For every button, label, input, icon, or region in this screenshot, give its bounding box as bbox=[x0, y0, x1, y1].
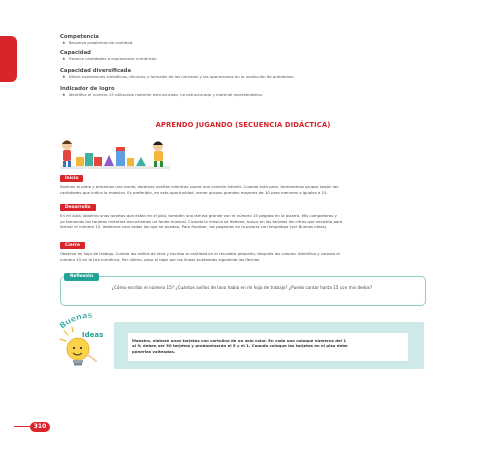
capacidad-text: ★ Traduce cantidades a expresiones numéricas. bbox=[62, 56, 158, 61]
buenas-ideas-text: Maestra, elabore unas tarjetas con cartulina de un solo color. En cada una coloque números del 1 al 9; deben ser 50 tarjetas y predominarán el 5 y el 1. Cuando coloque las tarjetas en el piso debe ponerlas volteadas. bbox=[132, 338, 348, 354]
competencia-title: Competencia bbox=[60, 34, 99, 40]
indicador-block bbox=[60, 86, 440, 97]
inicio-tag: Inicio bbox=[60, 175, 83, 182]
page-number: 310 bbox=[30, 422, 50, 432]
reflexion-box bbox=[60, 276, 426, 306]
reflexion-tag: Reflexión bbox=[64, 273, 99, 281]
star-bullet-icon: ★ bbox=[62, 74, 66, 79]
desarrollo-tag: Desarrollo bbox=[60, 204, 96, 211]
capacidad-diversificada-text: ★ Utiliza expresiones simbólicas, técnicas y formales de los números y las operaciones en la resolución de problemas. bbox=[62, 74, 295, 79]
capacidad-block bbox=[60, 50, 440, 61]
capacidad-diversificada-title: Capacidad diversificada bbox=[60, 68, 132, 74]
capacidad-diversificada-block bbox=[60, 68, 440, 79]
indicador-text: ★ Identifica el número 15 utilizando material estructurado, no estructurado y material representativo. bbox=[62, 92, 264, 97]
kids-playing-blocks-illustration bbox=[60, 135, 170, 171]
svg-text:Buenas bbox=[58, 311, 93, 331]
reflexion-question: ¿Cómo escribo el número 15? ¿Cuántos ovillos de lana había en mi hoja de trabajo? ¿Puedo contar hasta 15 con mis dedos? bbox=[111, 285, 373, 290]
cierre-tag: Cierre bbox=[60, 242, 85, 249]
competencia-block bbox=[60, 34, 440, 45]
competencia-text: ★ Resuelve problemas de cantidad. bbox=[62, 40, 134, 45]
desarrollo-paragraph: En mi aula, observo unas tarjetas que están en el piso, también una lámina grande con el número 15 pegado en la pizarra. Mis compañeros y yo tomamos las tarjetas mientras escuchamos un fondo musical. Cuando la música se detiene, busco en las tarjetas las cifras que necesito para formar el número 15, debemos usar todas las que se puedan. Para finalizar, las pegamos en la pizarra con limpiatipo (ver Buenas ideas). bbox=[60, 213, 343, 229]
buenas-label: Buenas bbox=[57, 310, 93, 331]
chapter-tab bbox=[0, 36, 17, 82]
indicador-title: Indicador de logro bbox=[60, 86, 115, 92]
cierre-paragraph: Observo mi hoja de trabajo. Cuento los ovillos de lana y escribo la cantidad en el recuadro pequeño, después los coloreo. Identifico y coloreo el número 15 en la tira numérica. Por último, paso el lápiz por las líneas punteadas siguiendo las flechas. bbox=[60, 251, 340, 262]
capacidad-title: Capacidad bbox=[60, 50, 91, 56]
ideas-label: Ideas bbox=[82, 331, 104, 339]
star-bullet-icon: ★ bbox=[62, 92, 66, 97]
inicio-paragraph: Salimos al patio y armamos una ronda, daremos vueltas mientras suene una canción infantil. Cuando esta pare, formaremos grupos según las cantidades que indica la maestra. Es preferible, en esta oportunidad, armar grupos grandes mayores de 10 pero menores o iguales a 15. bbox=[60, 184, 339, 195]
star-bullet-icon: ★ bbox=[62, 40, 66, 45]
star-bullet-icon: ★ bbox=[62, 56, 66, 61]
section-heading: APRENDO JUGANDO (SECUENCIA DIDÁCTICA) bbox=[155, 121, 331, 129]
lightbulb-icon bbox=[56, 307, 118, 371]
